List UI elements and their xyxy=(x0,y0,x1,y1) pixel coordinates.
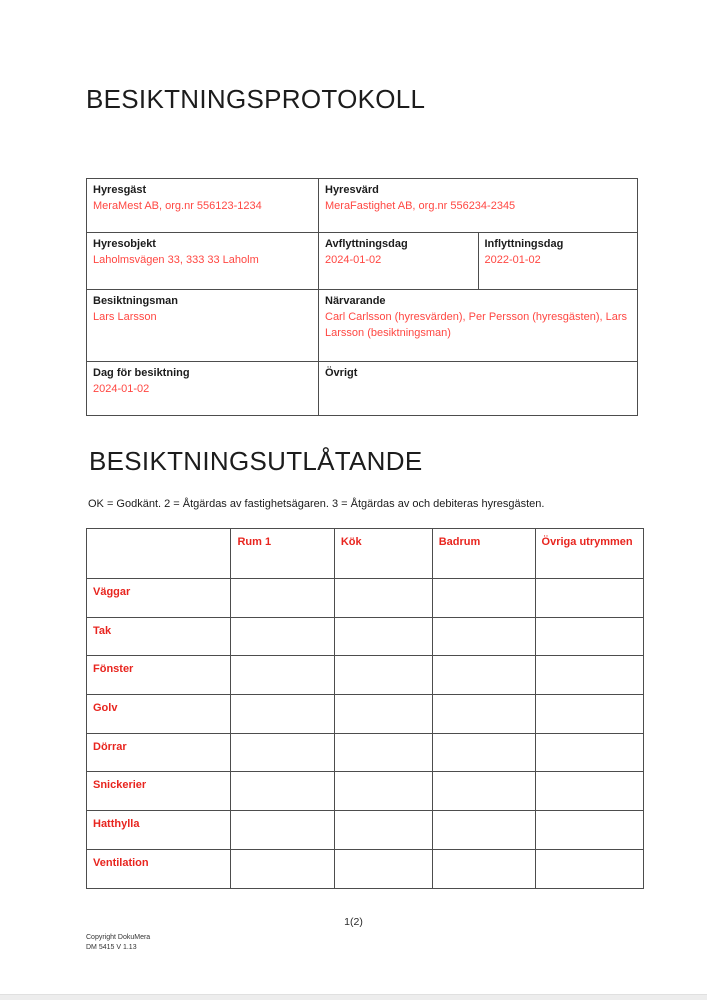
inspection-cell[interactable] xyxy=(334,579,432,617)
inspection-row-fonster xyxy=(87,655,643,694)
inspection-row-tak xyxy=(87,617,643,656)
table-row xyxy=(87,232,637,289)
field-label: Hyresobjekt xyxy=(93,238,156,250)
inspection-row-golv xyxy=(87,694,643,733)
page-bottom-edge xyxy=(0,994,707,1000)
inspection-cell[interactable] xyxy=(432,656,535,694)
row-label-cell: Tak xyxy=(93,624,112,637)
inspection-table xyxy=(86,528,644,889)
field-value: 2022-01-02 xyxy=(484,254,541,266)
row-label-cell: Fönster xyxy=(93,663,134,676)
field-label: Övrigt xyxy=(325,367,358,379)
page-number: 1(2) xyxy=(344,916,363,928)
inspection-cell[interactable] xyxy=(432,618,535,656)
inspection-cell[interactable] xyxy=(432,579,535,617)
row-label-cell: Väggar xyxy=(93,586,131,598)
inspection-cell[interactable] xyxy=(535,734,643,772)
inspection-cell[interactable] xyxy=(535,695,643,733)
field-label: Dag för besiktning xyxy=(93,367,190,379)
row-label-cell: Dörrar xyxy=(93,740,127,753)
field-hyresobjekt xyxy=(87,233,318,289)
inspection-cell[interactable] xyxy=(334,734,432,772)
inspection-cell[interactable] xyxy=(334,850,432,888)
field-value: Laholmsvägen 33, 333 33 Laholm xyxy=(93,254,259,266)
inspection-cell[interactable] xyxy=(230,656,333,694)
field-hyresgast xyxy=(87,179,318,232)
field-label: Närvarande xyxy=(325,295,386,307)
field-besiktningsman xyxy=(87,290,318,361)
inspection-cell[interactable] xyxy=(334,656,432,694)
legend-text: OK = Godkänt. 2 = Åtgärdas av fastighetsägaren. 3 = Åtgärdas av och debiteras hyresgästen. xyxy=(88,498,545,510)
inspection-cell[interactable] xyxy=(432,695,535,733)
field-label: Besiktningsman xyxy=(93,295,178,307)
inspection-cell[interactable] xyxy=(230,618,333,656)
field-value: MeraMest AB, org.nr 556123-1234 xyxy=(93,200,262,212)
inspection-cell[interactable] xyxy=(230,695,333,733)
row-label-cell: Golv xyxy=(93,702,118,715)
field-value: 2024-01-02 xyxy=(93,383,150,395)
inspection-cell[interactable] xyxy=(334,772,432,810)
inspection-cell[interactable] xyxy=(230,811,333,849)
inspection-cell[interactable] xyxy=(432,811,535,849)
column-header-badrum: Badrum xyxy=(432,529,535,578)
footer-copyright xyxy=(86,933,150,953)
field-label: Inflyttningsdag xyxy=(484,238,564,250)
info-table xyxy=(86,178,638,416)
footer-doc-id: DM 5415 V 1.13 xyxy=(86,944,137,951)
inspection-cell[interactable] xyxy=(432,772,535,810)
field-inflyttningsdag xyxy=(478,233,638,289)
column-header-ovriga-utrymmen: Övriga utrymmen xyxy=(535,529,643,578)
inspection-cell[interactable] xyxy=(535,850,643,888)
column-header-kok: Kök xyxy=(334,529,432,578)
field-label: Hyresgäst xyxy=(93,184,147,196)
field-label: Hyresvärd xyxy=(325,184,379,196)
field-ovrigt[interactable] xyxy=(318,362,637,415)
inspection-cell[interactable] xyxy=(334,695,432,733)
row-label-cell: Ventilation xyxy=(93,856,149,869)
field-value: Carl Carlsson (hyresvärden), Per Persson (hyresgästen), Lars Larsson (besiktningsman) xyxy=(325,311,628,339)
inspection-row-ventilation xyxy=(87,849,643,888)
row-label-cell: Snickerier xyxy=(93,779,147,792)
table-row xyxy=(87,179,637,232)
inspection-cell[interactable] xyxy=(535,656,643,694)
field-label: Avflyttningsdag xyxy=(325,238,408,250)
inspection-cell[interactable] xyxy=(334,811,432,849)
field-avflyttningsdag xyxy=(318,233,478,289)
inspection-cell[interactable] xyxy=(230,850,333,888)
field-value: 2024-01-02 xyxy=(325,254,382,266)
inspection-row-vaggar xyxy=(87,578,643,617)
field-dag-for-besiktning xyxy=(87,362,318,415)
inspection-cell[interactable] xyxy=(230,772,333,810)
inspection-cell[interactable] xyxy=(535,772,643,810)
inspection-row-dorrar xyxy=(87,733,643,772)
field-value: MeraFastighet AB, org.nr 556234-2345 xyxy=(325,200,516,212)
inspection-header-row xyxy=(87,529,643,578)
inspection-cell[interactable] xyxy=(535,618,643,656)
row-label-cell: Hatthylla xyxy=(93,818,140,831)
field-value: Lars Larsson xyxy=(93,311,157,323)
column-header-rum1: Rum 1 xyxy=(230,529,333,578)
inspection-cell[interactable] xyxy=(334,618,432,656)
inspection-cell[interactable] xyxy=(535,811,643,849)
table-row xyxy=(87,361,637,415)
inspection-cell[interactable] xyxy=(432,850,535,888)
page-title: BESIKTNINGSPROTOKOLL xyxy=(86,84,426,114)
inspection-cell[interactable] xyxy=(535,579,643,617)
field-hyresvard xyxy=(318,179,637,232)
inspection-cell[interactable] xyxy=(230,734,333,772)
inspection-cell[interactable] xyxy=(230,579,333,617)
inspection-row-snickerier xyxy=(87,771,643,810)
section-title: BESIKTNINGSUTLÅTANDE xyxy=(89,446,423,476)
table-row xyxy=(87,289,637,361)
field-narvarande xyxy=(318,290,637,361)
inspection-row-hatthylla xyxy=(87,810,643,849)
inspection-cell[interactable] xyxy=(432,734,535,772)
footer-copyright-line: Copyright DokuMera xyxy=(86,934,151,941)
column-header-empty xyxy=(87,529,230,578)
